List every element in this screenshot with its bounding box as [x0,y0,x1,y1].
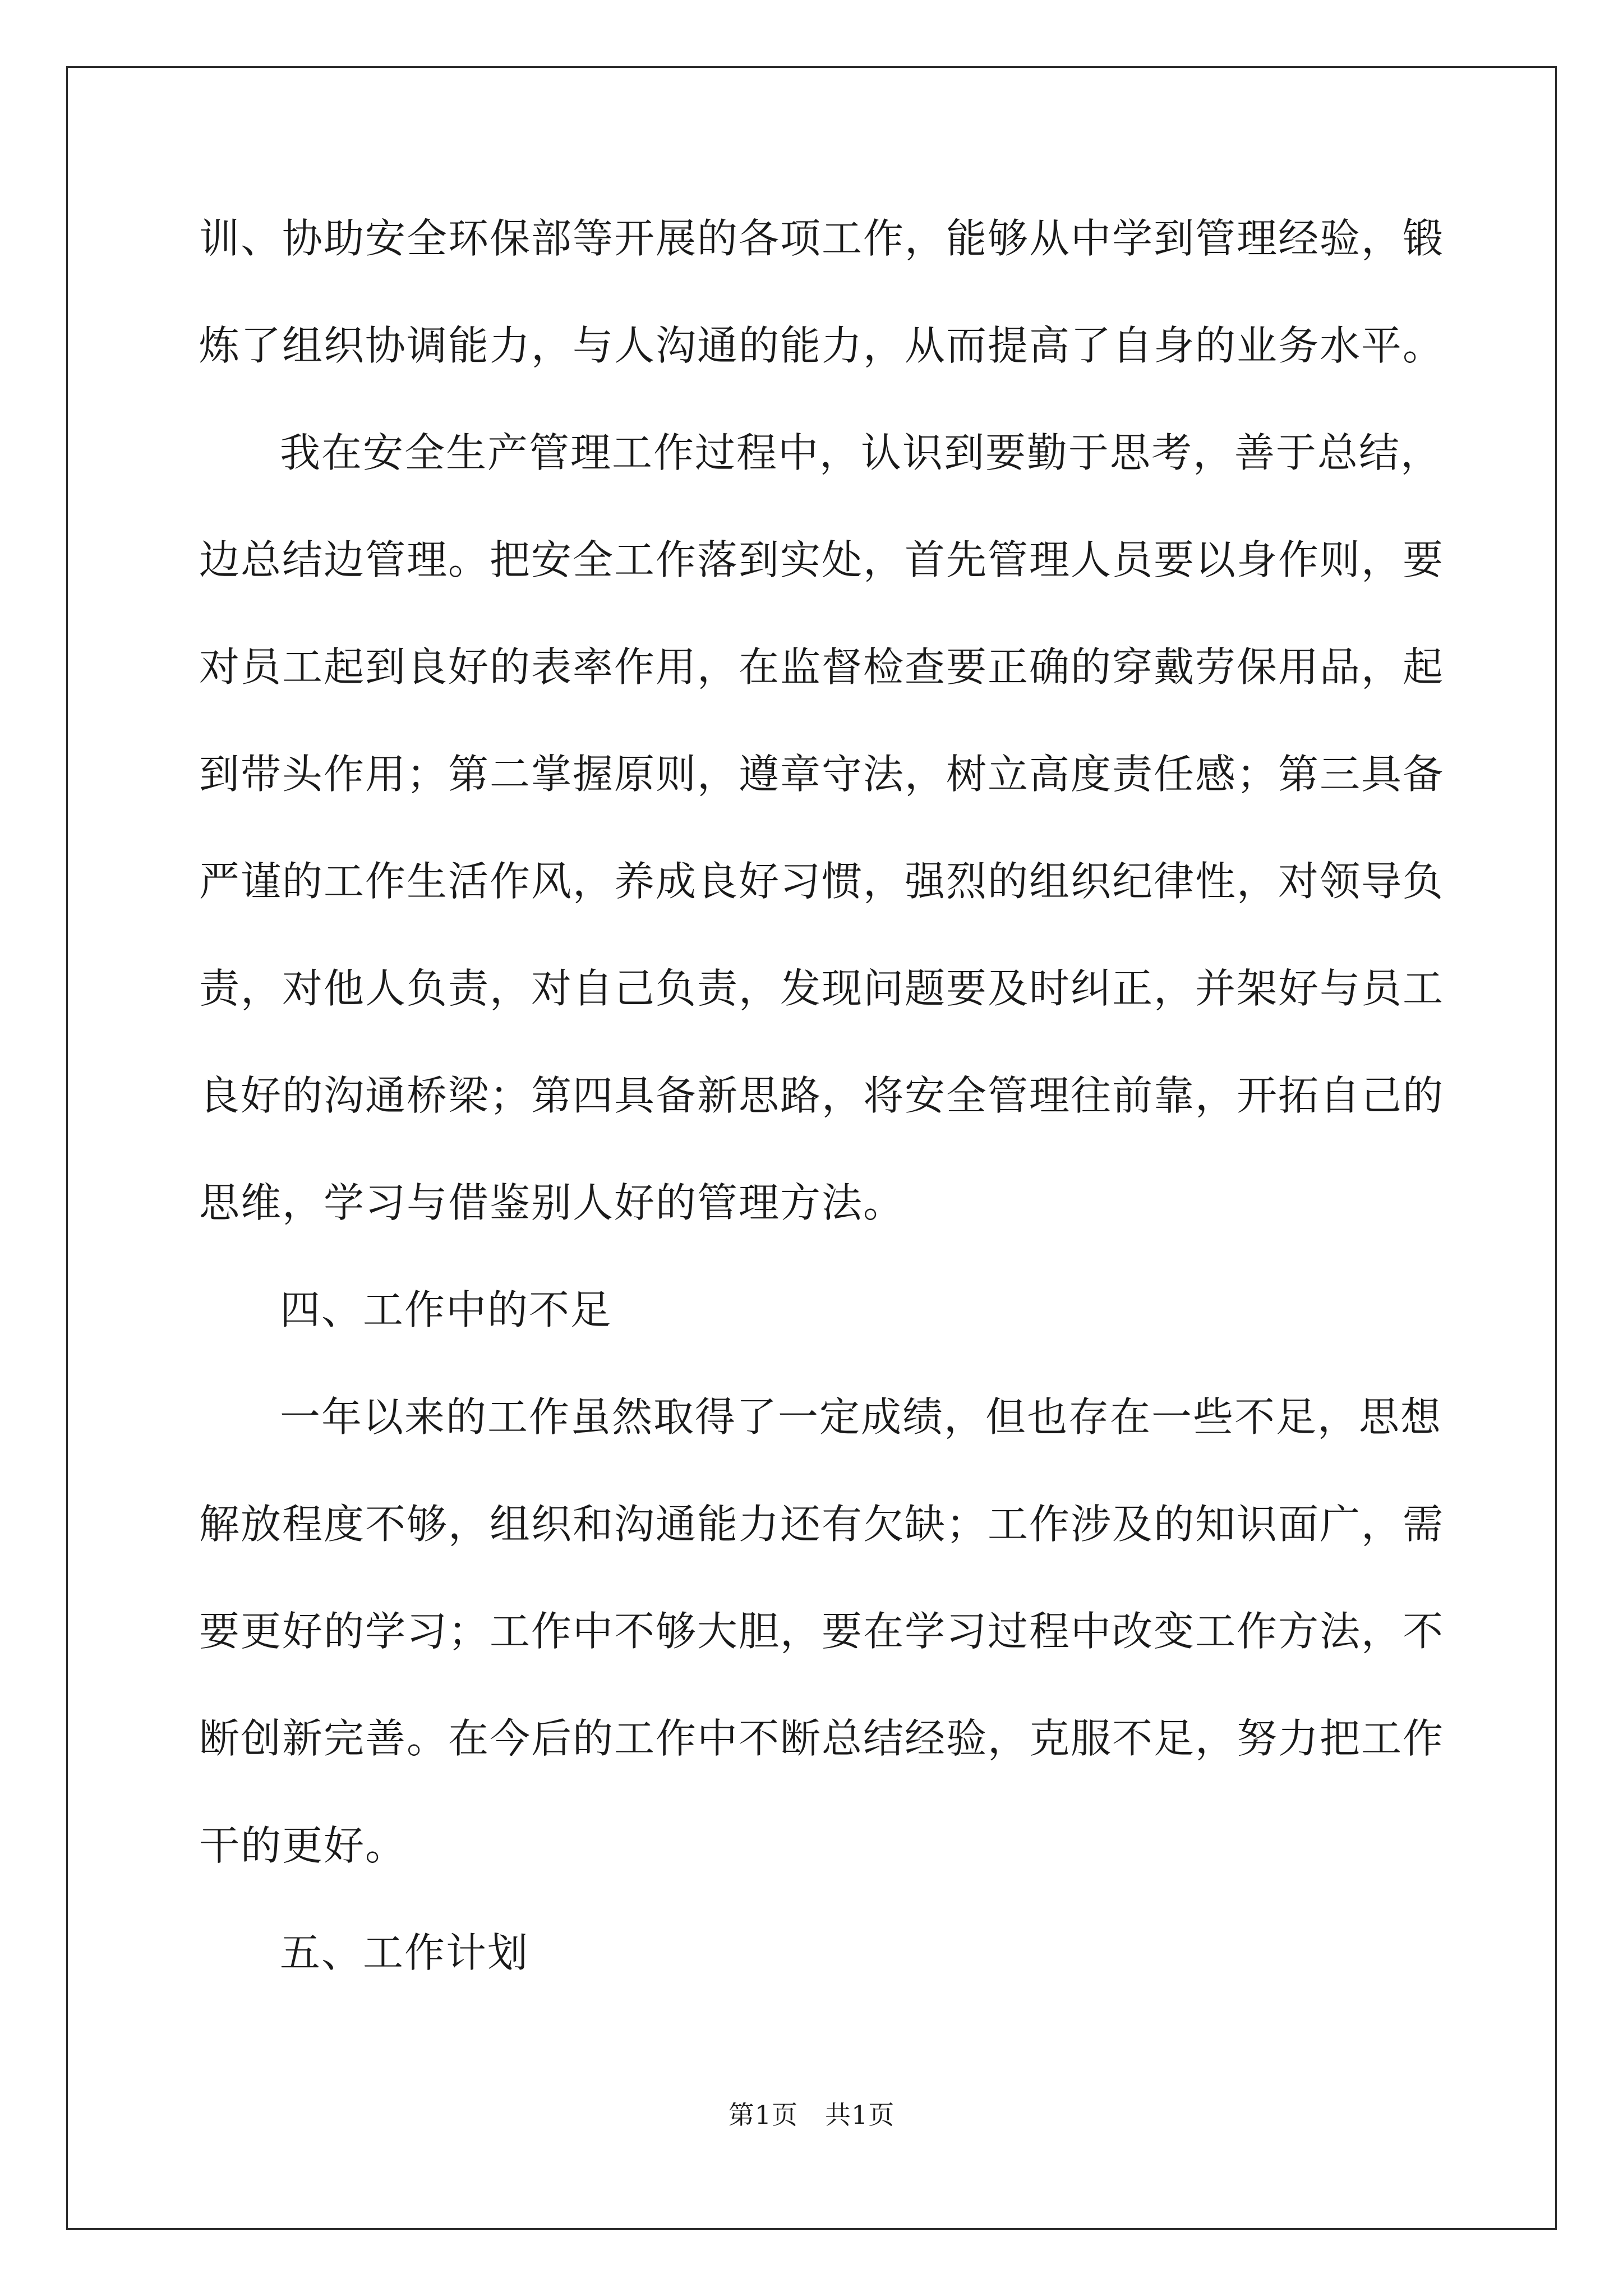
paragraph-line: 严谨的工作生活作风，养成良好习惯，强烈的组织纪律性，对领导负 [199,858,1445,905]
page-total: 共1页 [825,2100,895,2130]
page-footer [0,2098,1623,2132]
paragraph-line: 要更好的学习；工作中不够大胆，要在学习过程中改变工作方法，不 [199,1608,1445,1655]
paragraph-line: 思维，学习与借鉴别人好的管理方法。 [199,1179,905,1226]
paragraph-line: 训、协助安全环保部等开展的各项工作，能够从中学到管理经验，锻 [199,215,1445,262]
paragraph-line: 良好的沟通桥梁；第四具备新思路，将安全管理往前靠，开拓自己的 [199,1072,1445,1119]
paragraph-line: 干的更好。 [199,1822,407,1869]
paragraph-line: 我在安全生产管理工作过程中，认识到要勤于思考，善于总结， [280,429,1442,476]
paragraph-line: 边总结边管理。把安全工作落到实处，首先管理人员要以身作则，要 [199,536,1445,583]
document-body [199,205,1445,2026]
paragraph-line: 断创新完善。在今后的工作中不断总结经验，克服不足，努力把工作 [199,1715,1445,1762]
paragraph-line: 对员工起到良好的表率作用，在监督检查要正确的穿戴劳保用品，起 [199,643,1445,691]
paragraph-line: 到带头作用；第二掌握原则，遵章守法，树立高度责任感；第三具备 [199,751,1445,798]
paragraph-line: 一年以来的工作虽然取得了一定成绩，但也存在一些不足，思想 [280,1393,1442,1441]
page-number: 第1页 [728,2100,798,2130]
paragraph-line: 责，对他人负责，对自己负责，发现问题要及时纠正，并架好与员工 [199,965,1445,1012]
section-heading: 五、工作计划 [280,1929,529,1976]
paragraph-line: 解放程度不够，组织和沟通能力还有欠缺；工作涉及的知识面广，需 [199,1501,1445,1548]
section-heading: 四、工作中的不足 [280,1286,612,1333]
paragraph-line: 炼了组织协调能力，与人沟通的能力，从而提高了自身的业务水平。 [199,322,1445,369]
